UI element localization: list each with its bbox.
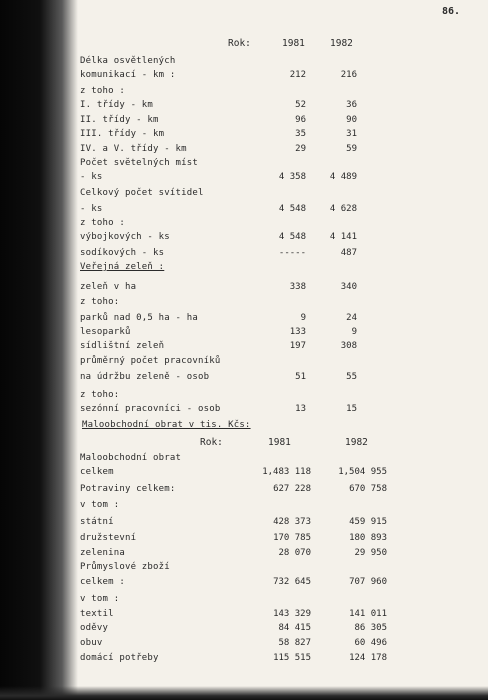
table-row: [0, 548, 488, 562]
year-label: Rok:: [200, 437, 223, 448]
value-1982: 4 141: [329, 232, 357, 242]
year-1981-heading: 1981: [282, 38, 305, 49]
row-label: textil: [80, 609, 114, 619]
value-1982: 180 893: [349, 533, 387, 543]
table-row: [0, 404, 488, 418]
table-row: [0, 500, 488, 514]
row-label: II. třídy - km: [80, 115, 159, 125]
value-1982: 1,504 955: [338, 467, 387, 477]
value-1982: 216: [340, 70, 357, 80]
row-label: I. třídy - km: [80, 100, 154, 110]
value-1982: 4 489: [329, 172, 357, 182]
value-1982: 124 178: [349, 653, 387, 663]
row-label: lesoparků: [80, 327, 131, 337]
value-1981: 428 373: [273, 517, 311, 527]
value-1981: 58 827: [278, 638, 311, 648]
table-row: [0, 232, 488, 246]
table-row: [0, 313, 488, 327]
table-row: [0, 204, 488, 218]
year-1982-heading: 1982: [345, 437, 368, 448]
table-row: [0, 653, 488, 667]
table-row: [0, 282, 488, 296]
table-row: [0, 517, 488, 531]
row-label: sodíkových - ks: [80, 248, 165, 258]
value-1981: 133: [289, 327, 306, 337]
value-1982: 29 950: [354, 548, 387, 558]
value-1981: 170 785: [273, 533, 311, 543]
row-label: v tom :: [80, 594, 120, 604]
row-label: z toho:: [80, 390, 120, 400]
row-label: v tom :: [80, 500, 120, 510]
value-1982: 90: [346, 115, 357, 125]
row-label: komunikací - km :: [80, 70, 176, 80]
value-1982: 340: [340, 282, 357, 292]
row-label: oděvy: [80, 623, 109, 633]
value-1982: 308: [340, 341, 357, 351]
value-1981: 197: [289, 341, 306, 351]
row-label: na údržbu zeleně - osob: [80, 372, 210, 382]
value-1981: 115 515: [273, 653, 311, 663]
table-row: [0, 248, 488, 262]
value-1981: 732 645: [273, 577, 311, 587]
scan-shadow-bottom: [0, 686, 488, 700]
table-row: [0, 56, 488, 70]
table-row: [0, 262, 488, 276]
value-1981: 4 358: [278, 172, 306, 182]
table-row: [0, 623, 488, 637]
section2-header: [0, 437, 488, 451]
value-1982: 86 305: [354, 623, 387, 633]
value-1982: 4 628: [329, 204, 357, 214]
value-1982: 60 496: [354, 638, 387, 648]
value-1981: 9: [300, 313, 306, 323]
section1-header: [0, 38, 488, 52]
row-label: z toho :: [80, 218, 125, 228]
value-1981: 4 548: [278, 204, 306, 214]
row-label: průměrný počet pracovníků: [80, 356, 221, 366]
value-1981: 29: [295, 144, 306, 154]
row-label: z toho :: [80, 86, 125, 96]
table-row: [0, 372, 488, 386]
value-1981: 627 228: [273, 484, 311, 494]
value-1981: 1,483 118: [262, 467, 311, 477]
row-label: zelenina: [80, 548, 125, 558]
table-row: [0, 188, 488, 202]
value-1981: 35: [295, 129, 306, 139]
table-row: [0, 158, 488, 172]
table-row: [0, 390, 488, 404]
value-1982: 9: [351, 327, 357, 337]
value-1982: 670 758: [349, 484, 387, 494]
row-label: Potraviny celkem:: [80, 484, 176, 494]
value-1981: 212: [289, 70, 306, 80]
value-1981: 51: [295, 372, 306, 382]
value-1982: 59: [346, 144, 357, 154]
table-row: [0, 115, 488, 129]
row-label: Průmyslové zboží: [80, 562, 170, 572]
table-row: [0, 86, 488, 100]
row-label: výbojkových - ks: [80, 232, 170, 242]
value-1981: 4 548: [278, 232, 306, 242]
value-1981: 13: [295, 404, 306, 414]
row-label: - ks: [80, 204, 103, 214]
year-1982-heading: 1982: [330, 38, 353, 49]
table-row: [0, 297, 488, 311]
row-label: domácí potřeby: [80, 653, 159, 663]
value-1981: 338: [289, 282, 306, 292]
table-row: [0, 144, 488, 158]
table-row: [0, 100, 488, 114]
row-label: obuv: [80, 638, 103, 648]
row-label: III. třídy - km: [80, 129, 165, 139]
page-number: 86.: [442, 6, 461, 17]
row-label: státní: [80, 517, 114, 527]
value-1982: 36: [346, 100, 357, 110]
table-row: [0, 129, 488, 143]
table-row: [0, 467, 488, 481]
value-1981: 52: [295, 100, 306, 110]
value-1982: 55: [346, 372, 357, 382]
row-label: zeleň v ha: [80, 282, 137, 292]
value-1982: 31: [346, 129, 357, 139]
row-label: parků nad 0,5 ha - ha: [80, 313, 198, 323]
value-1981: 143 329: [273, 609, 311, 619]
table-row: [0, 356, 488, 370]
row-label: - ks: [80, 172, 103, 182]
row-label: celkem: [80, 467, 114, 477]
table-row: [0, 70, 488, 84]
year-label: Rok:: [228, 38, 251, 49]
row-label: z toho:: [80, 297, 120, 307]
row-label: Maloobchodní obrat: [80, 453, 182, 463]
year-1981-heading: 1981: [268, 437, 291, 448]
table-row: [0, 609, 488, 623]
table-row: [0, 218, 488, 232]
table-row: [0, 638, 488, 652]
row-label: Počet svĕtelných míst: [80, 158, 198, 168]
row-label: sezónní pracovníci - osob: [80, 404, 221, 414]
table-row: [0, 341, 488, 355]
value-1981: 84 415: [278, 623, 311, 633]
row-label: IV. a V. třídy - km: [80, 144, 187, 154]
table-row: [0, 327, 488, 341]
table-row: [0, 484, 488, 498]
value-1981: 28 070: [278, 548, 311, 558]
value-1982: 707 960: [349, 577, 387, 587]
row-label: Maloobchodní obrat v tis. Kčs:: [82, 420, 251, 430]
row-label: Délka osvětlených: [80, 56, 176, 66]
row-label: Celkový počet svítidel: [80, 188, 204, 198]
row-label: sídlištní zeleň: [80, 341, 165, 351]
table-row: [0, 562, 488, 576]
table-row: [0, 172, 488, 186]
value-1982: 459 915: [349, 517, 387, 527]
value-1981: -----: [278, 248, 306, 258]
value-1982: 24: [346, 313, 357, 323]
table-row: [0, 533, 488, 547]
table-row: [0, 420, 488, 434]
table-row: [0, 594, 488, 608]
value-1982: 141 011: [349, 609, 387, 619]
value-1982: 487: [340, 248, 357, 258]
value-1981: 96: [295, 115, 306, 125]
row-label: Veřejná zeleň :: [80, 262, 165, 272]
row-label: celkem :: [80, 577, 125, 587]
table-row: [0, 453, 488, 467]
table-row: [0, 577, 488, 591]
row-label: družstevní: [80, 533, 137, 543]
value-1982: 15: [346, 404, 357, 414]
